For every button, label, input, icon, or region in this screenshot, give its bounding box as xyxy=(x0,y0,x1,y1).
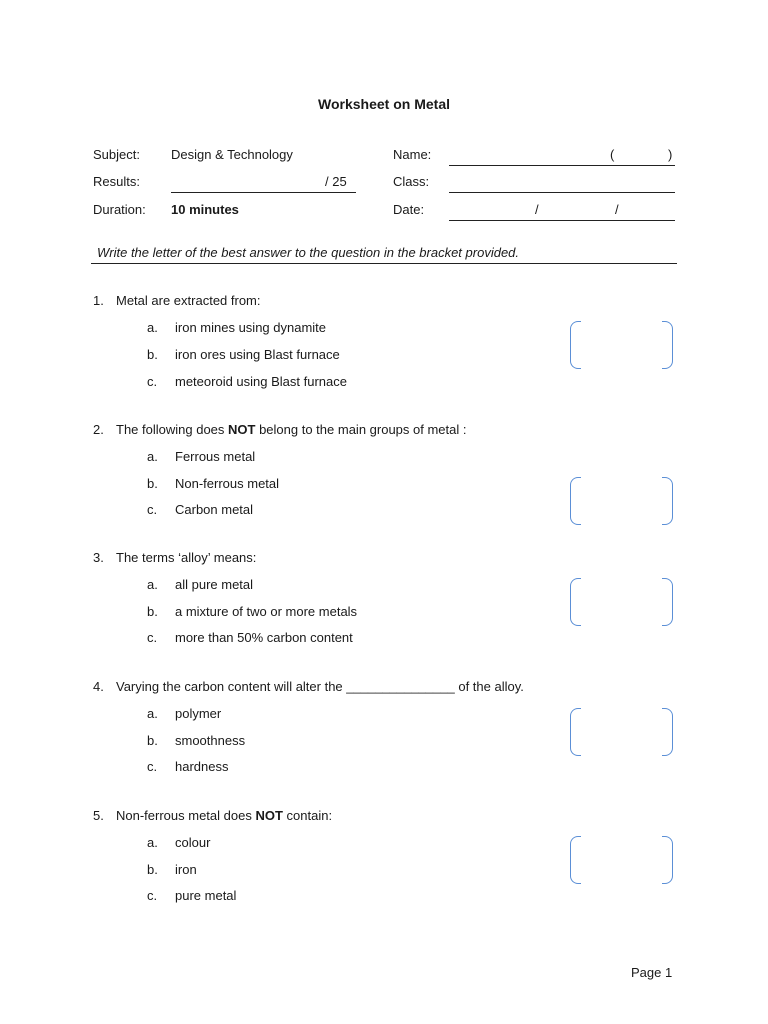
option-letter: c. xyxy=(147,630,158,645)
option-letter: a. xyxy=(147,835,158,850)
date-label: Date: xyxy=(393,202,425,217)
option-text: smoothness xyxy=(175,733,246,748)
option-letter: b. xyxy=(147,347,158,362)
option-text: Carbon metal xyxy=(175,502,254,517)
question-text: The terms ‘alloy’ means: xyxy=(116,550,257,565)
option-text: all pure metal xyxy=(175,577,254,592)
question-text xyxy=(116,422,466,437)
page-number: Page 1 xyxy=(631,965,673,980)
subject-label: Subject: xyxy=(93,147,140,162)
option-text: meteoroid using Blast furnace xyxy=(175,374,347,389)
answer-bracket-right xyxy=(662,321,673,369)
question-text: Metal are extracted from: xyxy=(116,293,261,308)
question-text-part: contain: xyxy=(282,808,333,823)
question-number: 4. xyxy=(93,679,104,694)
answer-bracket-left xyxy=(570,321,581,369)
option-letter: c. xyxy=(147,759,158,774)
date-separator: / xyxy=(535,202,539,217)
answer-bracket-left xyxy=(570,477,581,525)
option-text: a mixture of two or more metals xyxy=(175,604,358,619)
option-letter: a. xyxy=(147,320,158,335)
question-text: Varying the carbon content will alter the _______________ of the alloy. xyxy=(116,679,524,694)
question-number: 3. xyxy=(93,550,104,565)
option-letter: c. xyxy=(147,888,158,903)
question-number: 2. xyxy=(93,422,104,437)
results-blank-line xyxy=(171,192,356,193)
option-letter: c. xyxy=(147,502,158,517)
answer-bracket-right xyxy=(662,477,673,525)
option-letter: a. xyxy=(147,577,158,592)
name-open-paren: ( xyxy=(610,147,615,162)
answer-bracket-right xyxy=(662,578,673,626)
answer-bracket-left xyxy=(570,578,581,626)
duration-value: 10 minutes xyxy=(171,202,239,217)
option-text: polymer xyxy=(175,706,222,721)
option-text: Non-ferrous metal xyxy=(175,476,280,491)
name-label: Name: xyxy=(393,147,432,162)
option-letter: c. xyxy=(147,374,158,389)
answer-bracket-right xyxy=(662,836,673,884)
option-letter: b. xyxy=(147,733,158,748)
option-text: pure metal xyxy=(175,888,237,903)
question-text xyxy=(116,808,332,823)
option-letter: b. xyxy=(147,862,158,877)
question-emphasis: NOT xyxy=(255,808,283,823)
question-text-part: Non-ferrous metal does xyxy=(116,808,256,823)
question-number: 5. xyxy=(93,808,104,823)
answer-bracket-left xyxy=(570,836,581,884)
option-text: more than 50% carbon content xyxy=(175,630,353,645)
option-text: Ferrous metal xyxy=(175,449,256,464)
results-total: / 25 xyxy=(325,174,347,189)
option-letter: b. xyxy=(147,476,158,491)
class-blank-line xyxy=(449,192,675,193)
class-label: Class: xyxy=(393,174,430,189)
date-blank-line xyxy=(449,220,675,221)
option-text: colour xyxy=(175,835,211,850)
answer-bracket-right xyxy=(662,708,673,756)
answer-bracket-left xyxy=(570,708,581,756)
instruction-text: Write the letter of the best answer to the question in the bracket provided. xyxy=(97,245,520,260)
name-blank-line xyxy=(449,165,675,166)
option-text: iron ores using Blast furnace xyxy=(175,347,340,362)
option-text: iron mines using dynamite xyxy=(175,320,327,335)
duration-label: Duration: xyxy=(93,202,146,217)
option-letter: b. xyxy=(147,604,158,619)
option-letter: a. xyxy=(147,449,158,464)
option-text: iron xyxy=(175,862,197,877)
question-number: 1. xyxy=(93,293,104,308)
results-label: Results: xyxy=(93,174,140,189)
subject-value: Design & Technology xyxy=(171,147,293,162)
question-text-part: The following does xyxy=(116,422,229,437)
question-emphasis: NOT xyxy=(228,422,256,437)
date-separator: / xyxy=(615,202,619,217)
worksheet-title: Worksheet on Metal xyxy=(318,96,450,112)
instruction-underline xyxy=(91,263,677,264)
name-close-paren: ) xyxy=(668,147,673,162)
option-text: hardness xyxy=(175,759,229,774)
question-text-part: belong to the main groups of metal : xyxy=(255,422,467,437)
option-letter: a. xyxy=(147,706,158,721)
